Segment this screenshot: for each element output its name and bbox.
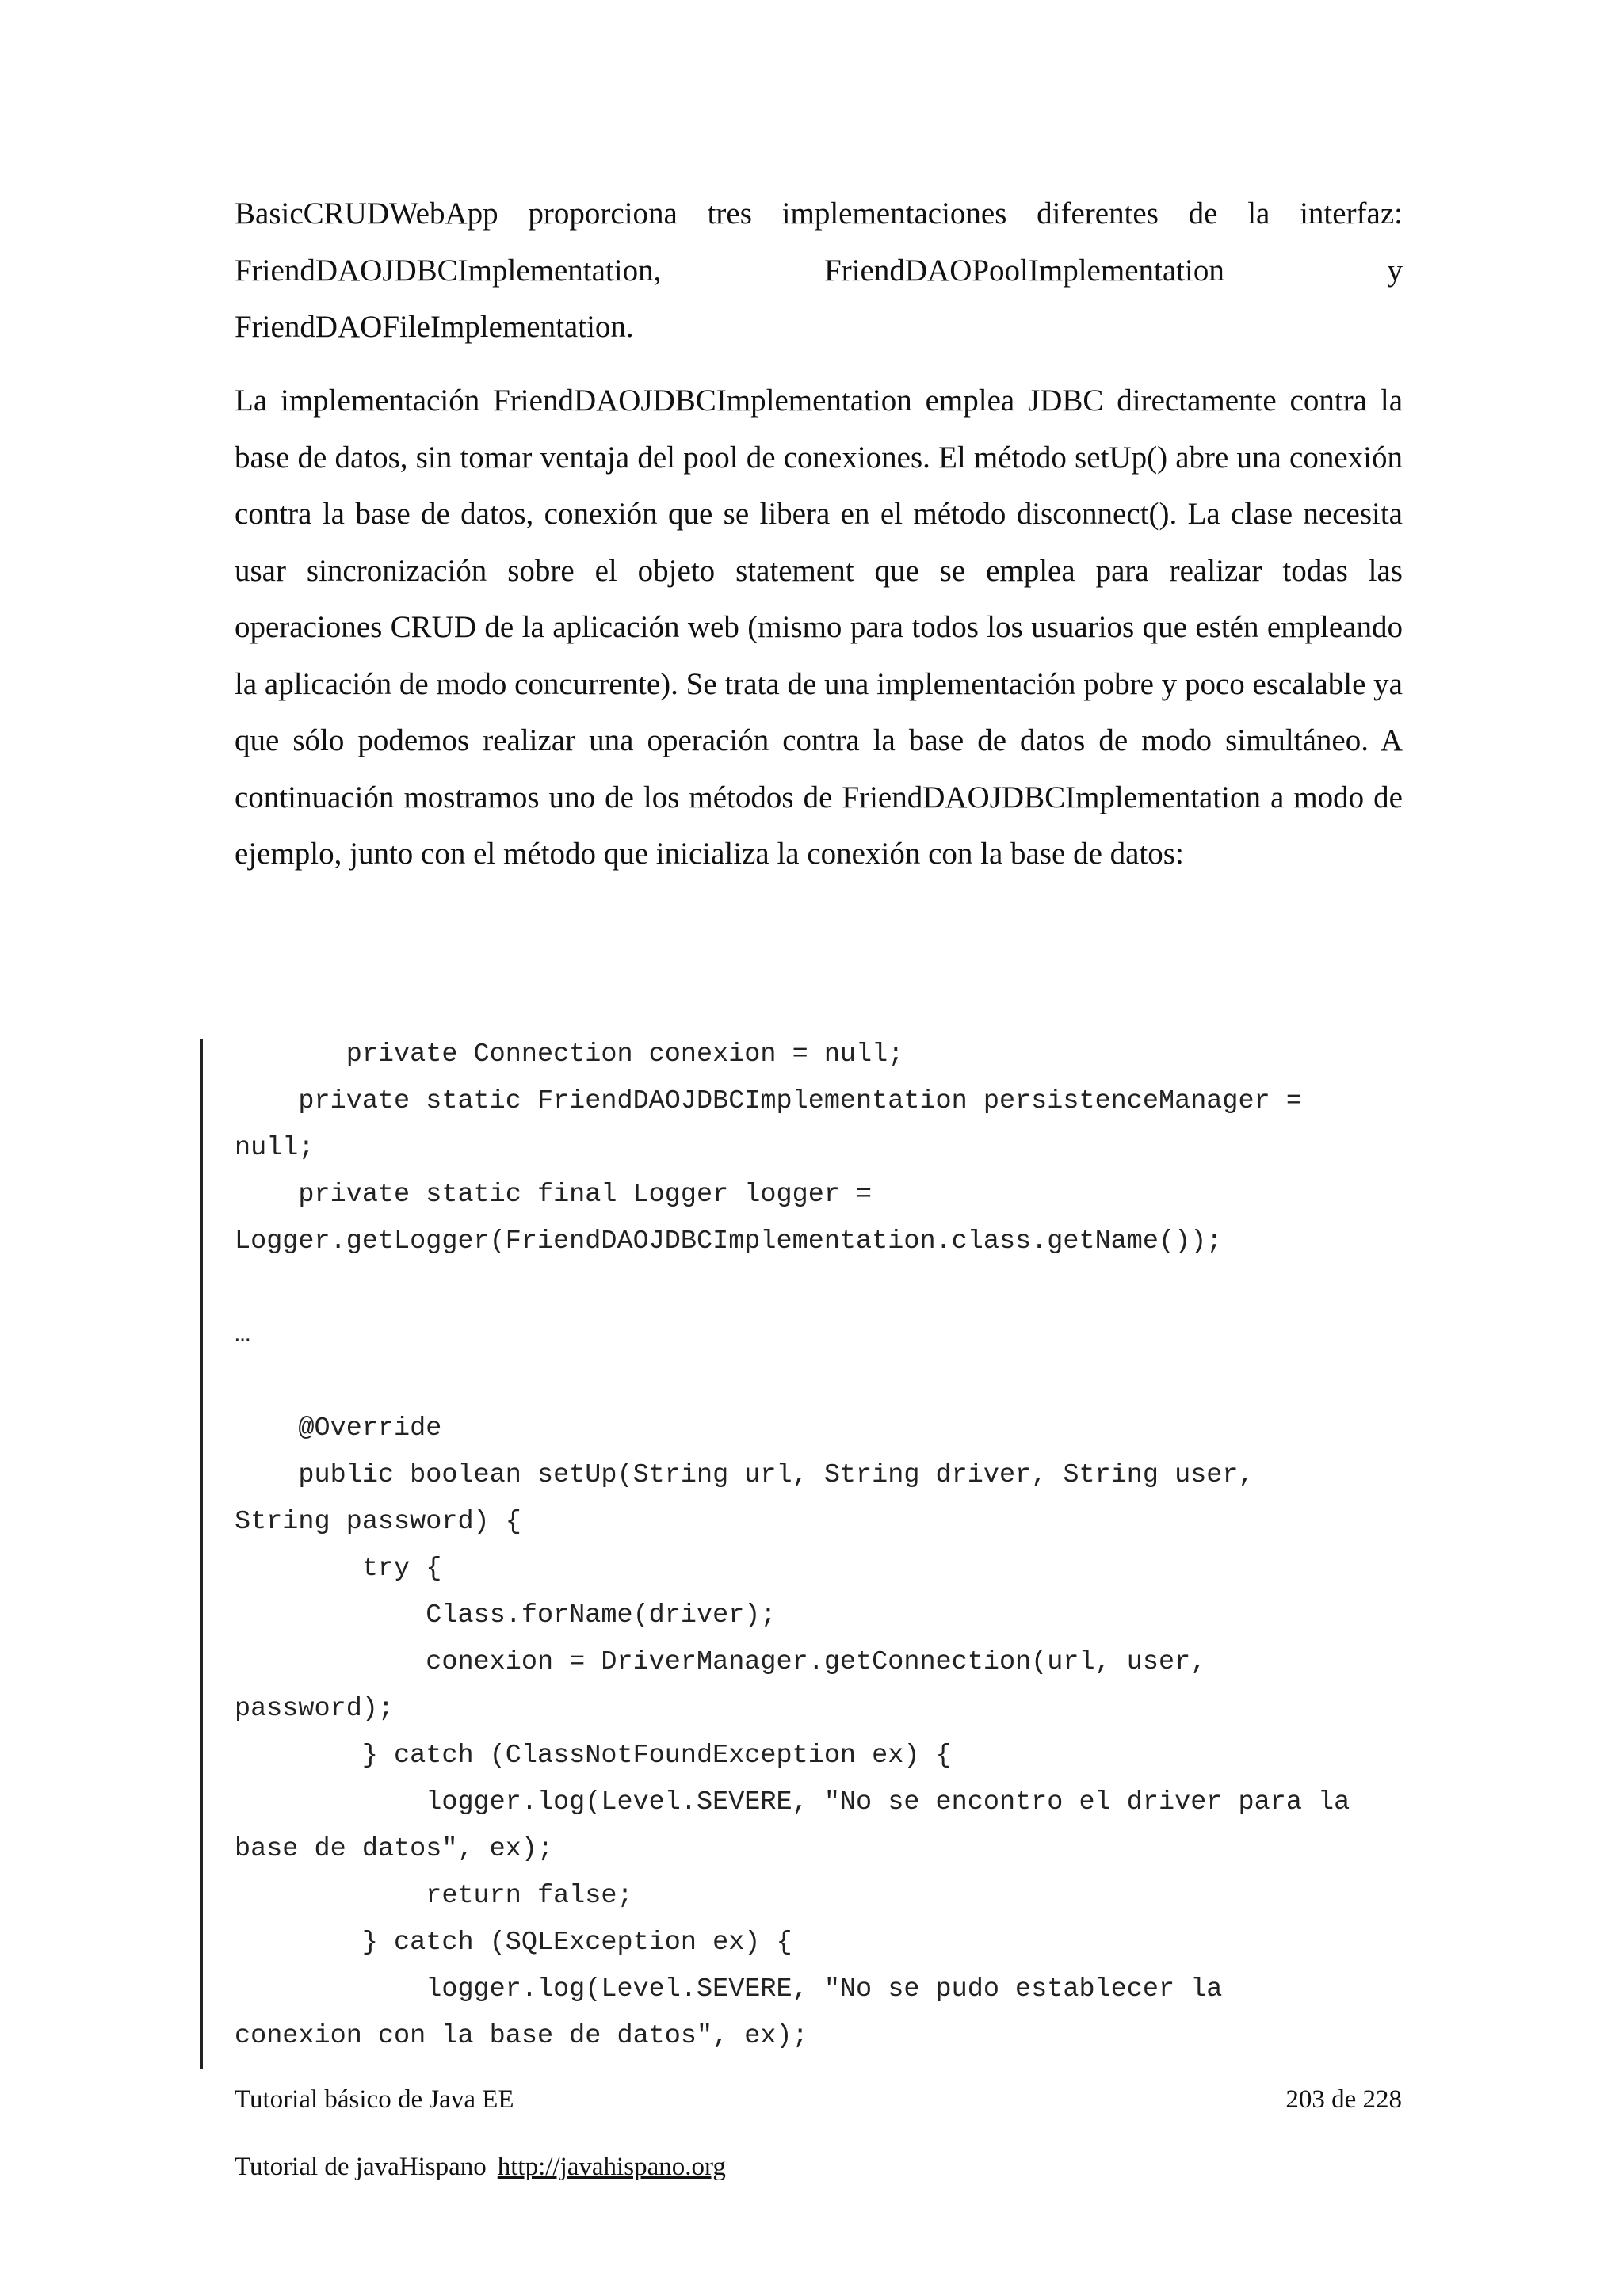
footer-site-link[interactable]: http://javahispano.org — [497, 2153, 726, 2181]
footer-page-counter — [1285, 2085, 1402, 2115]
footer-site-line — [235, 2153, 726, 2182]
page-number: 203 — [1285, 2085, 1325, 2114]
footer-tutorial-label: Tutorial de javaHispano — [235, 2153, 487, 2181]
body-paragraph-implementations: BasicCRUDWebApp proporciona tres implementaciones diferentes de la interfaz: FriendDAOJDBCImplementation, FriendDAOPoolImplementation y FriendDAOFileImplementation. — [235, 196, 1403, 344]
footer-book-title: Tutorial básico de Java EE — [235, 2085, 514, 2114]
page-total: 228 — [1362, 2085, 1402, 2114]
body-paragraph-jdbc-implementation: La implementación FriendDAOJDBCImplementation emplea JDBC directamente contra la base de datos, sin tomar ventaja del pool de conexiones. El método setUp() abre una conexión contra la base de datos, conexión que se libera en el método disconnect(). La clase necesita usar sincronización sobre el objeto statement que se emplea para realizar todas las operaciones CRUD de la aplicación web (mismo para todos los usuarios que estén empleando la aplicación de modo concurrente). Se trata de una implementación pobre y poco escalable ya que sólo podemos realizar una operación contra la base de datos de modo simultáneo. A continuación mostramos uno de los métodos de FriendDAOJDBCImplementation a modo de ejemplo, junto con el método que inicializa la conexión con la base de datos: — [235, 383, 1403, 871]
page-of-label: de — [1331, 2085, 1357, 2114]
code-listing: private Connection conexion = null; private static FriendDAOJDBCImplementation persistenceManager = null; private static final Logger logger = Logger.getLogger(FriendDAOJDBCImplementation.class.getName()); … @Override public boolean setUp(String url, String driver, String user, String password) { try { Class.forName(driver); conexion = DriverManager.getConnection(url, user, password); } catch (ClassNotFoundException ex) { logger.log(Level.SEVERE, "No se encontro el driver para la base de datos", ex); return false; } catch (SQLException ex) { logger.log(Level.SEVERE, "No se pudo establecer la conexion con la base de datos", ex); — [235, 1039, 1350, 2051]
code-block-left-rule — [200, 1039, 203, 2069]
